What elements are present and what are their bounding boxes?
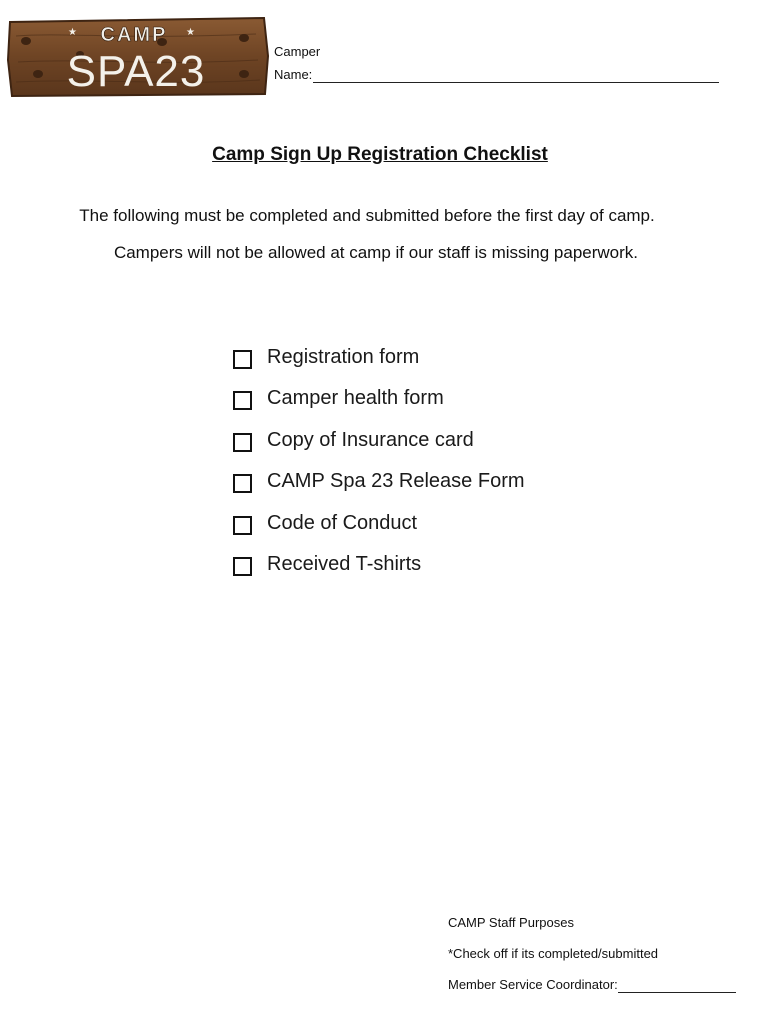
coordinator-signature-line[interactable] bbox=[618, 979, 736, 993]
checklist-item-label: Received T-shirts bbox=[267, 553, 422, 576]
name-label: Name: bbox=[274, 67, 313, 82]
paw-print-icon bbox=[21, 37, 31, 45]
checkbox[interactable] bbox=[233, 557, 252, 576]
logo-bottom-text: SPA23 bbox=[66, 47, 206, 96]
paw-print-icon bbox=[239, 70, 249, 78]
svg-text:★: ★ bbox=[186, 27, 195, 38]
intro-line-1: The following must be completed and submitted before the first day of camp. bbox=[79, 206, 655, 225]
camper-name-field[interactable] bbox=[274, 67, 719, 83]
staff-note: *Check off if its completed/submitted bbox=[448, 946, 659, 961]
checklist-item-label: Registration form bbox=[267, 345, 420, 368]
logo-top-text: CAMP bbox=[100, 24, 168, 46]
coordinator-label: Member Service Coordinator: bbox=[448, 977, 618, 992]
checkbox[interactable] bbox=[233, 516, 252, 535]
coordinator-row[interactable] bbox=[448, 977, 736, 1008]
checkbox[interactable] bbox=[233, 391, 252, 410]
camp-spa23-logo bbox=[6, 16, 270, 98]
intro-line-2: Campers will not be allowed at camp if our staff is missing paperwork. bbox=[113, 243, 639, 262]
paw-print-icon bbox=[239, 34, 249, 42]
checklist-item-label: Camper health form bbox=[267, 387, 444, 410]
checkbox[interactable] bbox=[233, 433, 252, 452]
checklist-item[interactable] bbox=[233, 419, 525, 461]
staff-heading: CAMP Staff Purposes bbox=[448, 915, 574, 930]
svg-text:★: ★ bbox=[68, 27, 77, 38]
checkbox[interactable] bbox=[233, 350, 252, 369]
checklist-item-label: CAMP Spa 23 Release Form bbox=[267, 470, 525, 493]
checkbox[interactable] bbox=[233, 474, 252, 493]
page-title: Camp Sign Up Registration Checklist bbox=[212, 144, 548, 165]
checklist-item[interactable] bbox=[233, 336, 525, 378]
name-input-line[interactable] bbox=[313, 69, 719, 83]
checklist-item[interactable] bbox=[233, 461, 525, 503]
staff-section bbox=[448, 915, 736, 1008]
paw-print-icon bbox=[33, 70, 43, 78]
checklist-item[interactable] bbox=[233, 378, 525, 420]
checklist-item[interactable] bbox=[233, 502, 525, 544]
checklist-item[interactable] bbox=[233, 544, 525, 586]
camper-label: Camper bbox=[274, 44, 321, 59]
registration-checklist bbox=[233, 336, 525, 585]
checklist-item-label: Copy of Insurance card bbox=[267, 428, 474, 451]
checklist-item-label: Code of Conduct bbox=[267, 511, 418, 534]
